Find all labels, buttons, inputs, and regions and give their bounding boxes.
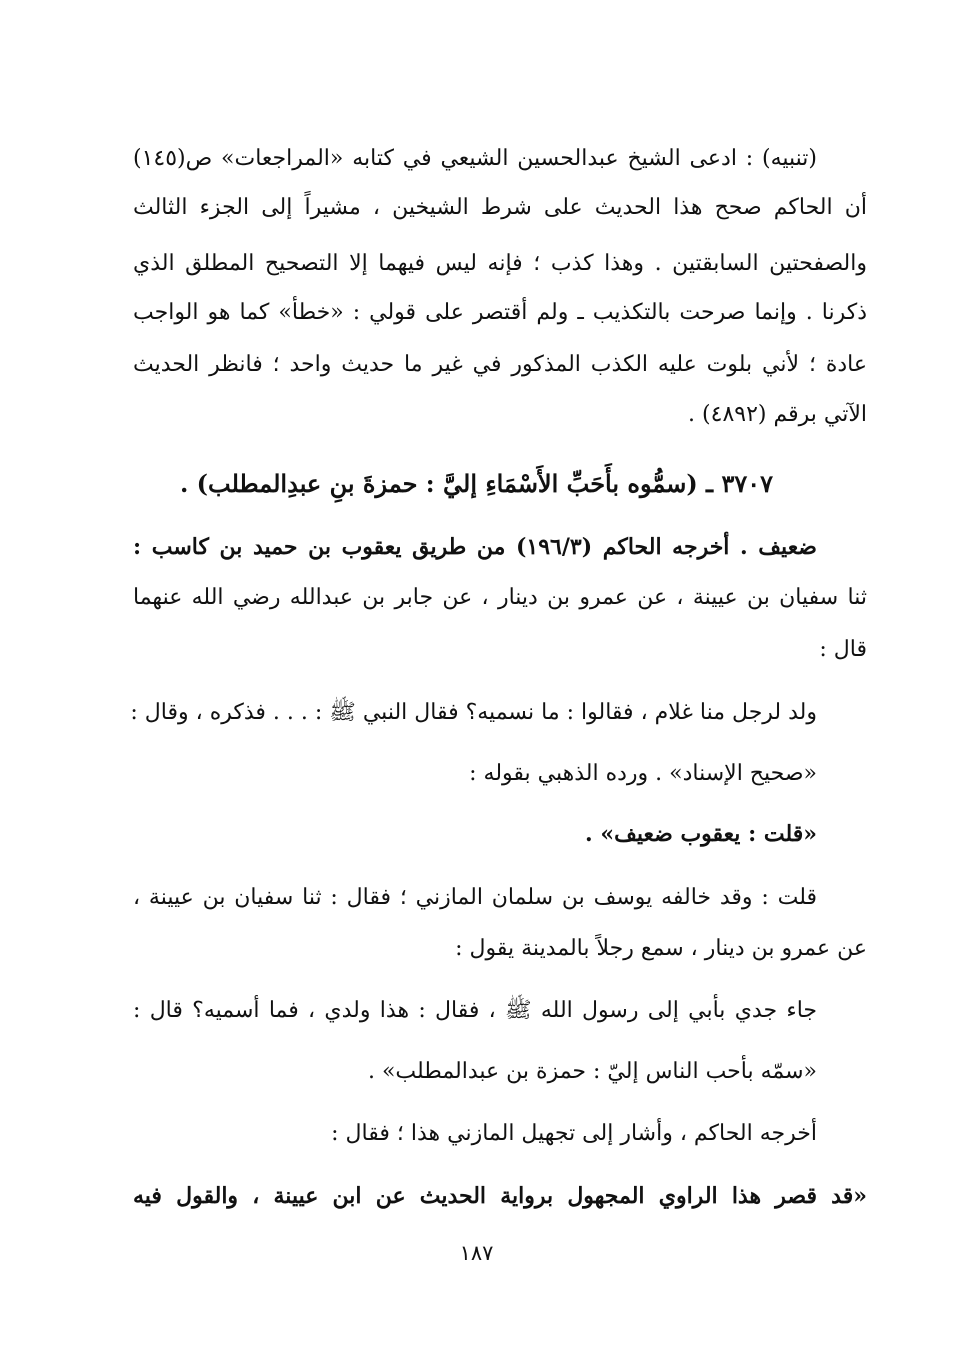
note-line-2: أن الحاكم صحح هذا الحديث على شرط الشيخين ، مشيراً إلى الجزء الثالث: [133, 195, 867, 220]
note-line-5: عادة ؛ لأني بلوت عليه الكذب المذكور في غير ما حديث واحد ؛ فانظر الحديث: [133, 352, 867, 377]
hakim-last-line: «قد قصر هذا الراوي المجهول برواية الحديث عن ابن عيينة ، والقول فيه: [133, 1183, 867, 1209]
dhahabi-quote: «قلت : يعقوب ضعيف» .: [585, 821, 817, 847]
note-line-4: ذكرنا . وإنما صرحت بالتكذيب ـ ولم أقتصر على قولي : «خطأ» كما هو الواجب: [133, 300, 867, 325]
narration-2: جاء جدي بأبي إلى رسول الله ﷺ ، فقال : هذا ولدي ، فما أسميه؟ قال :: [133, 998, 817, 1023]
note-line-6: الآتي برقم (٤٨٩٢) .: [688, 402, 867, 427]
note-line-1: (تنبيه) : ادعى الشيخ عبدالحسين الشيعي في كتابه «المراجعات» ص(١٤٥): [133, 146, 817, 171]
qultu-line-1: قلت : وقد خالفه يوسف بن سلمان المازني ؛ فقال : ثنا سفيان بن عيينة ،: [133, 885, 817, 910]
narration-1: ولد لرجل منا غلام ، فقالوا : ما نسميه؟ فقال النبي ﷺ : . . . فذكره ، وقال :: [130, 700, 817, 725]
hakim-quote: «صحيح الإسناد» . ورده الذهبي بقوله :: [469, 761, 817, 786]
hadith-heading: ٣٧٠٧ ـ (سمُّوه بأَحَبِّ الأَسْمَاءِ إليَّ : حمزةَ بنِ عبدِالمطلب) .: [179, 469, 774, 498]
narration-2-quote: «سمّه بأحب الناس إليّ : حمزة بن عبدالمطلب» .: [367, 1059, 817, 1084]
note-line-3: والصفحتين السابقتين . وهذا كذب ؛ فإنه ليس فيهما إلا التصحيح المطلق الذي: [133, 251, 867, 276]
takhrij-line-2: ثنا سفيان بن عيينة ، عن عمرو بن دينار ، عن جابر بن عبدالله رضي الله عنهما: [133, 585, 867, 610]
page-number: ١٨٧: [459, 1241, 494, 1265]
hakim-note: أخرجه الحاكم ، وأشار إلى تجهيل المازني هذا ؛ فقال :: [331, 1121, 817, 1146]
takhrij-line-3: قال :: [819, 637, 867, 662]
qultu-line-2: عن عمرو بن دينار ، سمع رجلاً بالمدينة يقول :: [455, 936, 867, 961]
takhrij-line-1: ضعيف . أخرجه الحاكم (١٩٦/٣) من طريق يعقوب بن حميد بن كاسب :: [133, 534, 817, 560]
